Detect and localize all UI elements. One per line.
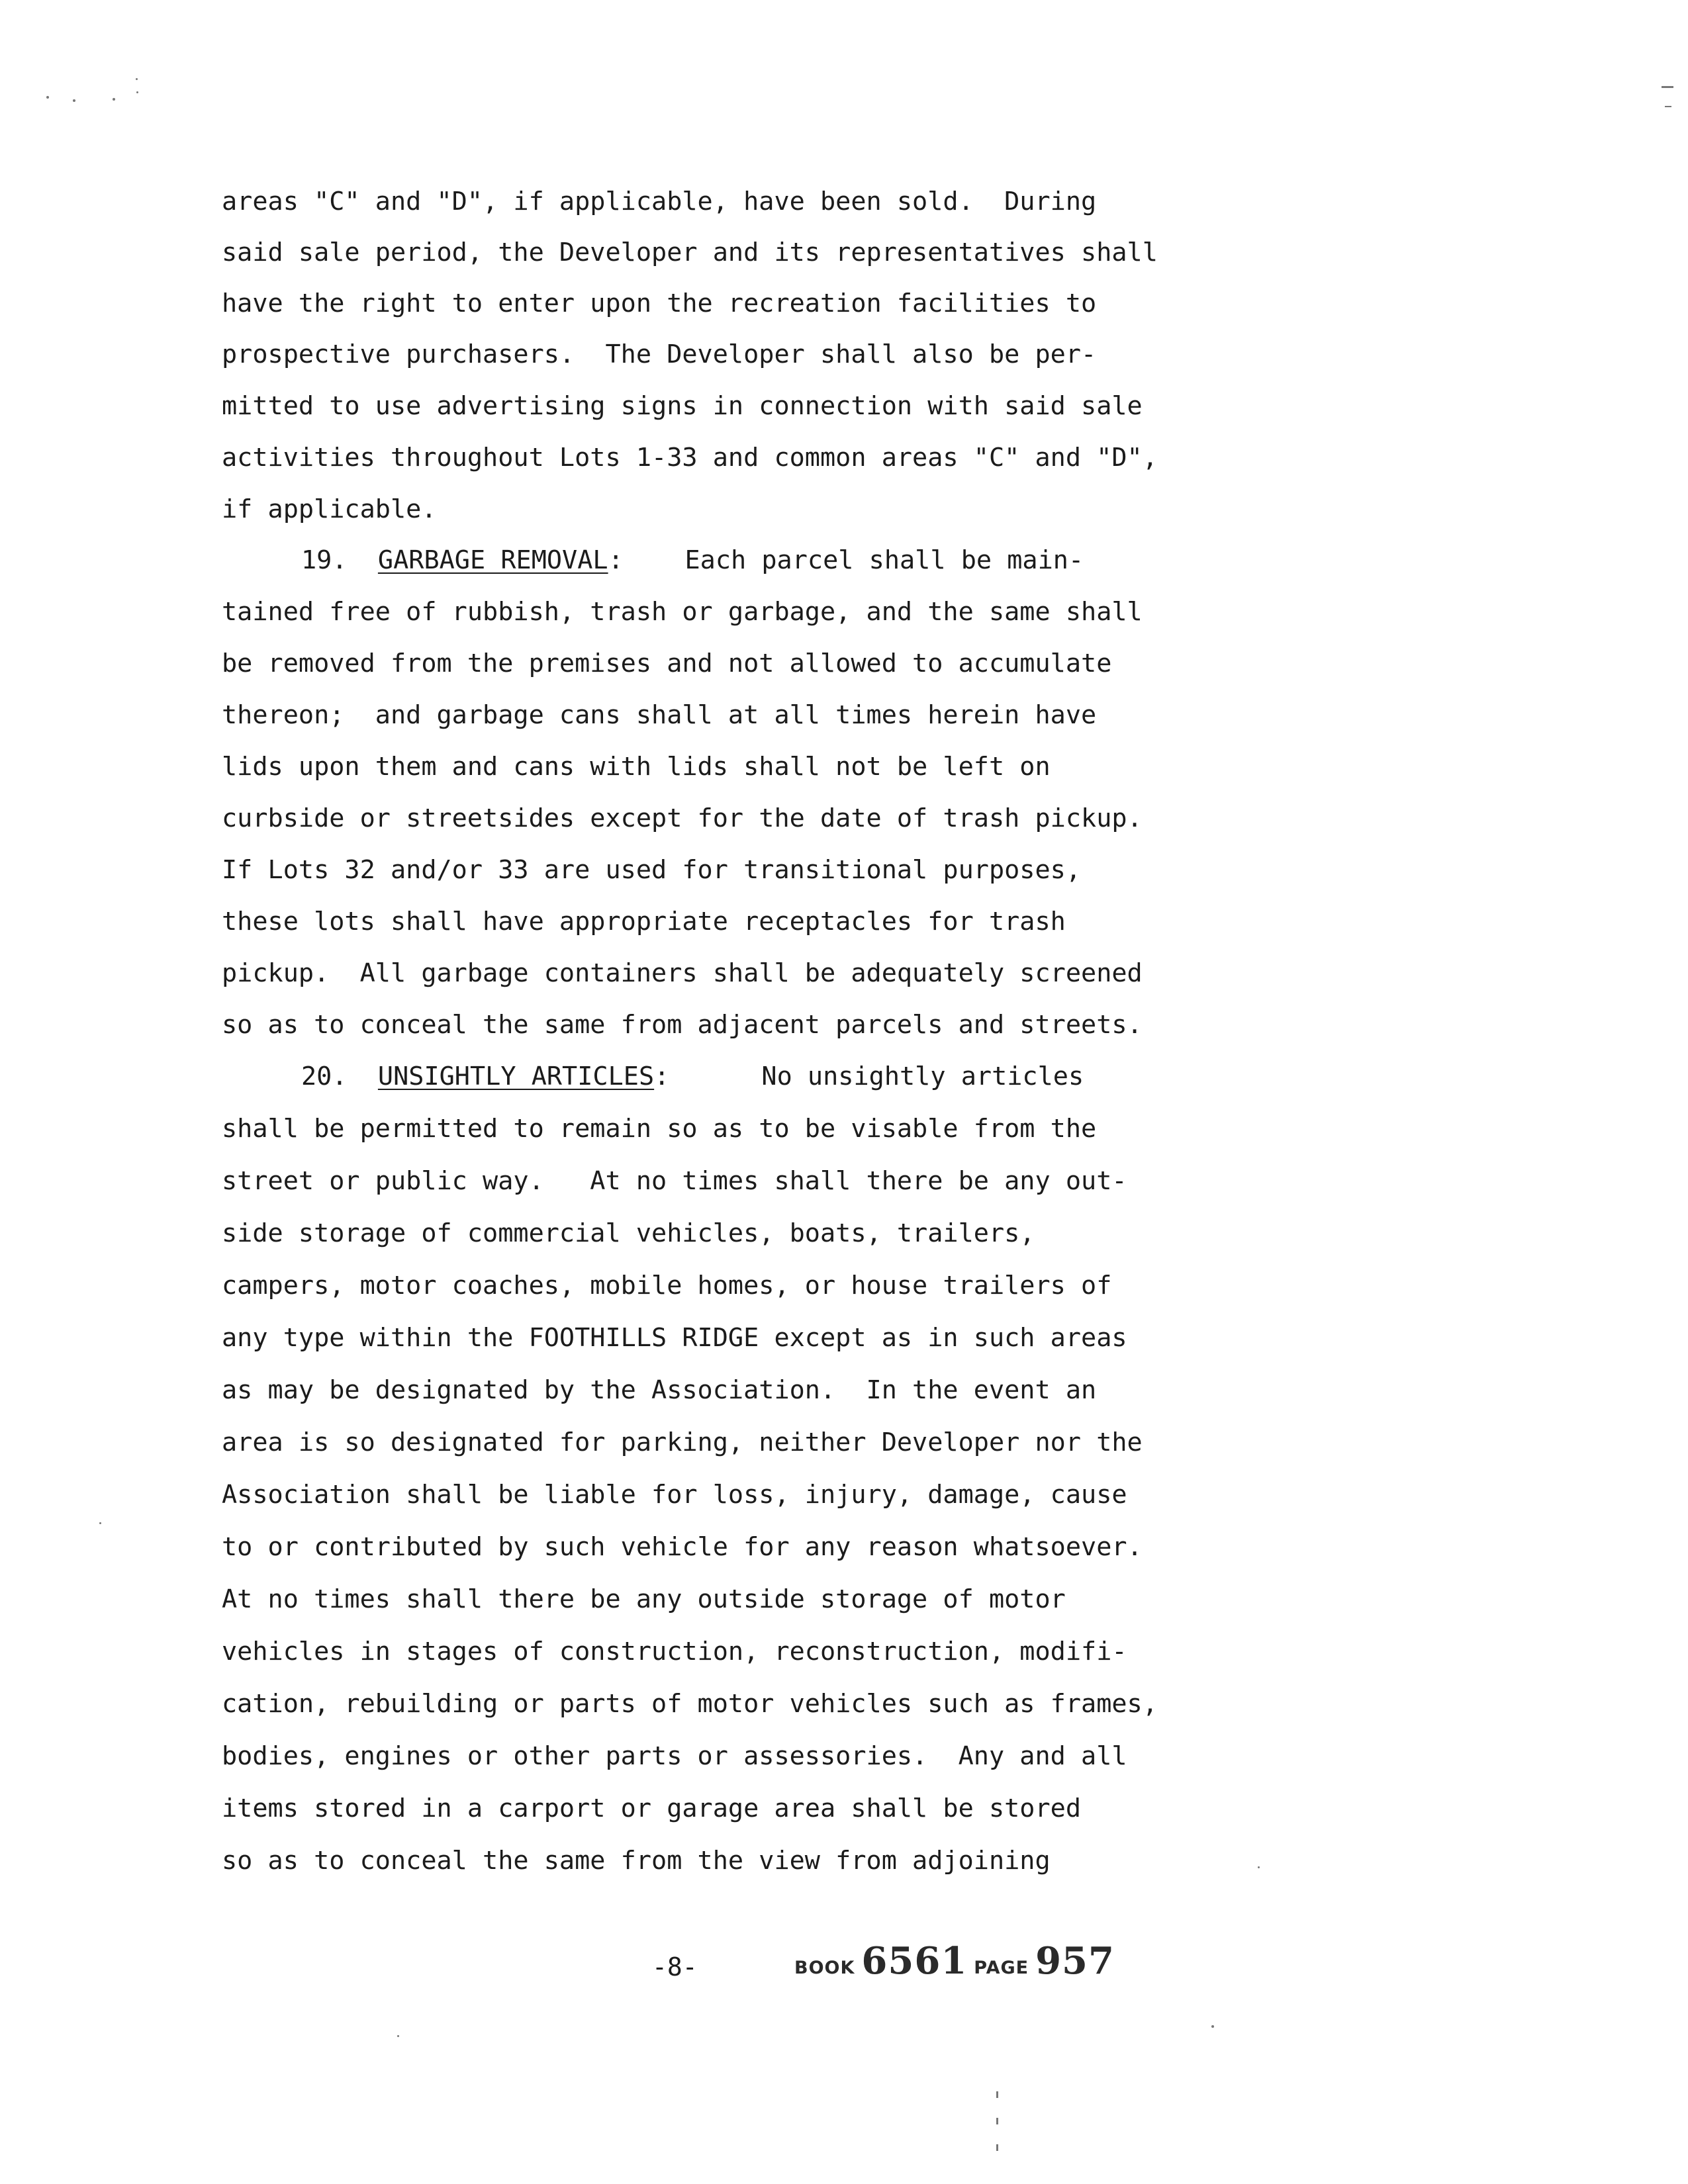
stamp-page-value: 957 [1035,1939,1115,1983]
text-line: if applicable. [222,494,437,524]
scan-speck [73,99,75,102]
text-line: prospective purchasers. The Developer shall also be per- [222,340,1097,369]
text-line: campers, motor coaches, mobile homes, or house trailers of [222,1271,1112,1300]
stamp-page-label: PAGE [974,1958,1029,1978]
text-line: shall be permitted to remain so as to be visable from the [222,1114,1097,1144]
recording-stamp [794,1939,1115,1983]
scan-speck [46,96,49,99]
text-line: area is so designated for parking, neither Developer nor the [222,1428,1143,1457]
text-line: street or public way. At no times shall there be any out- [222,1166,1127,1196]
text-line: so as to conceal the same from adjacent parcels and streets. [222,1010,1143,1040]
text-line: any type within the FOOTHILLS RIDGE except as in such areas [222,1323,1127,1353]
scan-mark [996,2118,998,2124]
text-line: tained free of rubbish, trash or garbage, and the same shall [222,597,1143,627]
scan-speck [99,1522,101,1524]
section-heading: GARBAGE REMOVAL [377,545,608,575]
section-first-line-text: : Each parcel shall be main- [608,545,1084,575]
scan-mark [1662,86,1673,88]
text-line: cation, rebuilding or parts of motor vehicles such as frames, [222,1689,1158,1719]
scan-mark [996,2144,998,2151]
scan-speck [1211,2025,1214,2028]
scan-speck [397,2035,399,2037]
section-number: 20. [301,1062,348,1091]
text-line: as may be designated by the Association. In the event an [222,1375,1097,1405]
stamp-book-label: BOOK [794,1958,855,1978]
section-number: 19. [301,545,348,575]
text-line: so as to conceal the same from the view from adjoining [222,1846,1051,1876]
text-line: curbside or streetsides except for the date of trash pickup. [222,803,1143,833]
text-line: be removed from the premises and not allowed to accumulate [222,649,1112,678]
text-line: areas "C" and "D", if applicable, have been sold. During [222,187,1097,216]
text-line: Association shall be liable for loss, injury, damage, cause [222,1480,1127,1510]
text-line: these lots shall have appropriate receptacles for trash [222,907,1066,936]
stamp-book-value: 6561 [861,1939,968,1983]
scan-speck [113,98,115,101]
text-line: activities throughout Lots 1-33 and common areas "C" and "D", [222,443,1158,473]
text-line: vehicles in stages of construction, reconstruction, modifi- [222,1637,1127,1666]
text-line: pickup. All garbage containers shall be adequately screened [222,958,1143,988]
text-line: If Lots 32 and/or 33 are used for transitional purposes, [222,855,1082,885]
text-line: have the right to enter upon the recreation facilities to [222,289,1097,318]
section-heading: UNSIGHTLY ARTICLES [377,1062,655,1091]
text-line: lids upon them and cans with lids shall not be left on [222,752,1051,782]
scan-mark [996,2091,998,2098]
scan-mark [1665,106,1671,107]
section-19-first-line [222,545,1084,576]
text-line: said sale period, the Developer and its representatives shall [222,238,1158,267]
scan-speck [136,91,138,93]
section-20-first-line [222,1062,1084,1092]
page-number: -8- [652,1952,698,1981]
text-line: thereon; and garbage cans shall at all times herein have [222,700,1097,730]
section-first-line-text: : No unsightly articles [654,1062,1084,1091]
scan-speck [136,78,138,80]
text-line: mitted to use advertising signs in connection with said sale [222,391,1143,421]
text-line: bodies, engines or other parts or assessories. Any and all [222,1741,1127,1771]
scan-speck [1258,1866,1260,1868]
text-line: to or contributed by such vehicle for any reason whatsoever. [222,1532,1143,1562]
text-line: At no times shall there be any outside storage of motor [222,1584,1066,1614]
text-line: items stored in a carport or garage area shall be stored [222,1794,1082,1823]
text-line: side storage of commercial vehicles, boats, trailers, [222,1218,1035,1248]
